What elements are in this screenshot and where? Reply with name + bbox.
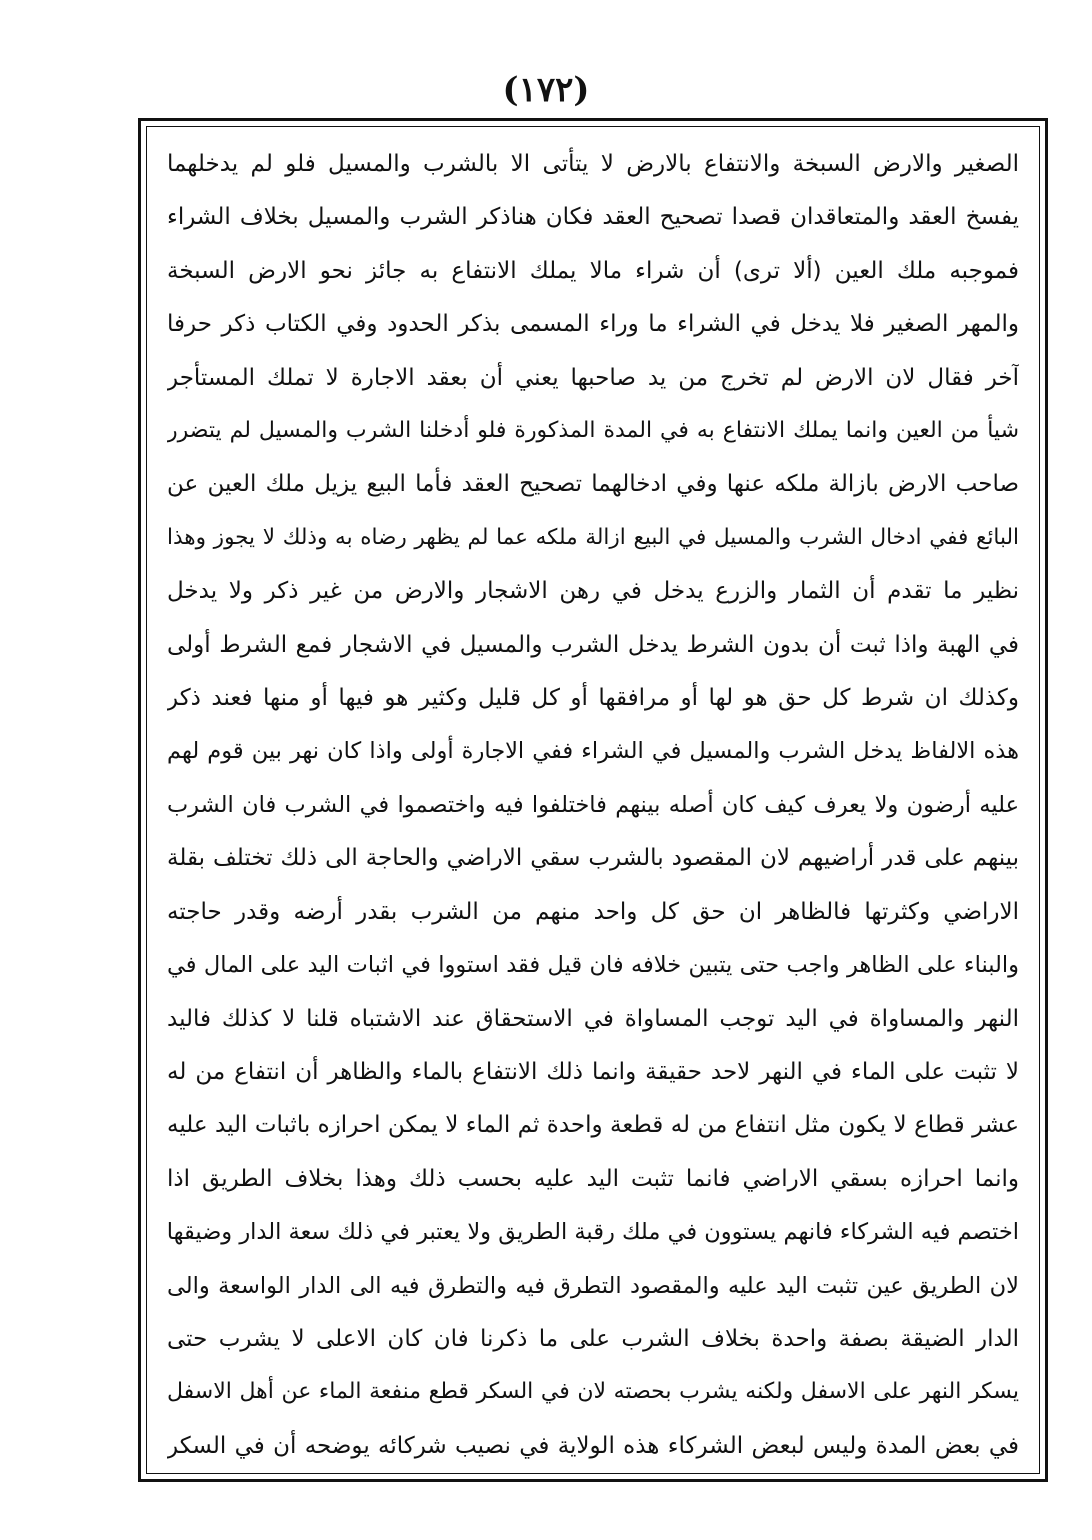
text-line: البائع ففي ادخال الشرب والمسيل في البيع ازالة ملكه عما لم يظهر رضاه به وذلك لا يجوز وهذا (167, 524, 1019, 550)
text-line: الاراضي وكثرتها فالظاهر ان حق كل واحد منهم من الشرب بقدر أرضه وقدر حاجته (167, 898, 1019, 925)
text-line: نظير ما تقدم أن الثمار والزرع يدخل في رهن الاشجار والارض من غير ذكر ولا يدخل (167, 578, 1019, 605)
text-line: في الهبة واذا ثبت أن بدون الشرط يدخل الشرب والمسيل في الاشجار فمع الشرط أولى (167, 631, 1019, 658)
text-line: اختصم فيه الشركاء فانهم يستوون في ملك رقبة الطريق ولا يعتبر في ذلك سعة الدار وضيقها (167, 1219, 1019, 1246)
text-line: النهر والمساواة في اليد توجب المساواة في الاستحقاق عند الاشتباه قلنا لا كذلك فاليد (167, 1005, 1019, 1032)
text-line: الدار الضيقة بصفة واحدة بخلاف الشرب على ما ذكرنا فان كان الاعلى لا يشرب حتى (167, 1325, 1019, 1352)
text-line: شيأ من العين وانما يملك الانتفاع به في المدة المذكورة فلو أدخلنا الشرب والمسيل لم يتضرر (167, 418, 1019, 444)
body-text (167, 145, 1019, 1465)
text-line: في بعض المدة وليس لبعض الشركاء هذه الولاية في نصيب شركائه يوضحه أن في السكر (167, 1432, 1019, 1459)
text-line: وكذلك ان شرط كل حق هو لها أو مرافقها أو كل قليل وكثير هو فيها أو منها فعند ذكر (167, 685, 1019, 712)
text-line: الصغير والارض السبخة والانتفاع بالارض لا يتأتى الا بالشرب والمسيل فلو لم يدخلهما (167, 151, 1019, 177)
text-line: آخر فقال لان الارض لم تخرج من يد صاحبها يعني أن بعقد الاجارة لا تملك المستأجر (167, 364, 1019, 391)
text-line: لا تثبت على الماء في النهر لاحد حقيقة وانما ذلك الانتفاع بالماء والظاهر أن انتفاع من له (167, 1058, 1019, 1085)
text-line: هذه الالفاظ يدخل الشرب والمسيل في الشراء ففي الاجارة أولى واذا كان نهر بين قوم لهم (167, 738, 1019, 765)
text-line: يسكر النهر على الاسفل ولكنه يشرب بحصته لان في السكر قطع منفعة الماء عن أهل الاسفل (167, 1379, 1019, 1405)
page-border-inner (146, 126, 1040, 1474)
text-line: وانما احرازه بسقي الاراضي فانما تثبت اليد عليه بحسب ذلك وهذا بخلاف الطريق اذا (167, 1165, 1019, 1192)
text-line: صاحب الارض بازالة ملكه عنها وفي ادخالهما تصحيح العقد فأما البيع يزيل ملك العين عن (167, 471, 1019, 498)
text-line: عليه أرضون ولا يعرف كيف كان أصله بينهم فاختلفوا فيه واختصموا في الشرب فان الشرب (167, 791, 1019, 818)
page-number: (١٧٢) (502, 70, 590, 110)
text-line: يفسخ العقد والمتعاقدان قصدا تصحيح العقد فكان هناذكر الشرب والمسيل بخلاف الشراء (167, 204, 1019, 231)
text-line: والبناء على الظاهر واجب حتى يتبين خلافه فان قيل فقد استووا في اثبات اليد على المال في (167, 952, 1019, 979)
text-line: والمهر الصغير فلا يدخل في الشراء ما وراء المسمى بذكر الحدود وفي الكتاب ذكر حرفا (167, 311, 1019, 338)
text-line: لان الطريق عين تثبت اليد عليه والمقصود التطرق فيه والتطرق فيه الى الدار الواسعة والى (167, 1272, 1019, 1299)
text-line: بينهم على قدر أراضيهم لان المقصود بالشرب سقي الاراضي والحاجة الى ذلك تختلف بقلة (167, 845, 1019, 872)
text-line: فموجبه ملك العين (ألا ترى) أن شراء مالا يملك الانتفاع به جائز نحو الارض السبخة (167, 257, 1019, 284)
page-border (138, 118, 1048, 1482)
text-line: عشر قطاع لا يكون مثل انتفاع من له قطعة واحدة ثم الماء لا يمكن احرازه باثبات اليد عليه (167, 1112, 1019, 1139)
